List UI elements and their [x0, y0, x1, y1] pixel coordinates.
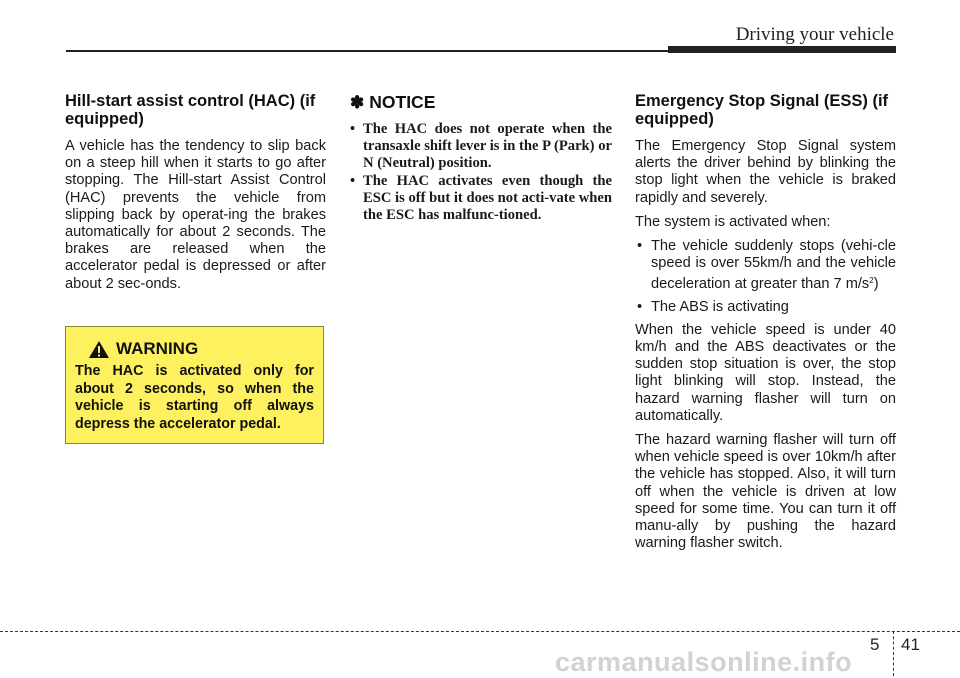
ess-condition-item — [635, 238, 896, 294]
ess-activated-when: The system is activated when: — [635, 213, 831, 230]
column-hac — [65, 92, 326, 300]
header-rule — [66, 50, 668, 52]
ess-condition-close: ) — [873, 276, 879, 293]
hac-heading: Hill-start assist control (HAC) (if equipped) — [65, 92, 316, 128]
ess-condition-text: The vehicle suddenly stops (vehi-cle speed is over 55km/h and the vehicle deceleration at greater than 7 m/s — [651, 238, 896, 293]
warning-triangle-icon — [88, 340, 110, 359]
ess-paragraph: The hazard warning flasher will turn off when vehicle speed is over 10km/h after the vehicle has stopped. Also, it will turn off when the vehicle is driven at low speed for some time. You can turn it off manu-ally by pushing the hazard warning flasher switch. — [635, 432, 896, 552]
footer-rule — [0, 631, 960, 632]
notice-title: NOTICE — [369, 92, 436, 112]
ess-condition-item: • The ABS is activating — [635, 299, 896, 316]
header-bar — [668, 46, 896, 53]
notice-item: • The HAC activates even though the ESC is off but it does not acti-vate when the ESC has malfunc-tioned. — [350, 173, 612, 224]
notice-header — [350, 92, 612, 113]
ess-paragraph: When the vehicle speed is under 40 km/h and the ABS deactivates or the sudden stop situation is over, the stop light blinking will stop. Instead, the hazard warning flasher will turn on automatically. — [635, 321, 896, 424]
header-section-title: Driving your vehicle — [735, 24, 894, 45]
ess-condition-superscript: 2 — [869, 276, 874, 286]
warning-header — [75, 339, 314, 359]
watermark: carmanualsonline.info — [555, 647, 853, 677]
chapter-number: 5 — [870, 635, 880, 654]
warning-title: WARNING — [116, 339, 199, 358]
warning-box — [65, 326, 324, 444]
warning-text: The HAC is activated only for about 2 seconds, so when the vehicle is starting off always depress the accelerator pedal. — [75, 363, 314, 432]
footer-divider — [893, 631, 894, 676]
page-number: 41 — [901, 635, 920, 654]
ess-intro: The Emergency Stop Signal system alerts the driver behind by blinking the stop light when the vehicle is braked rapidly and severely. — [635, 138, 896, 206]
notice-star-icon: ✽ — [350, 92, 365, 112]
hac-body: A vehicle has the tendency to slip back on a steep hill when it starts to go after stopping. The Hill-start Assist Control (HAC) prevents the vehicle from slipping back by operat-ing the brakes automatically for about 2 seconds. The brakes are released when the accelerator pedal is depressed or after about 2 sec-onds. — [65, 138, 326, 292]
ess-heading: Emergency Stop Signal (ESS) (if equipped) — [635, 92, 889, 128]
notice-list — [350, 121, 612, 224]
column-notice — [350, 92, 612, 225]
notice-item: • The HAC does not operate when the transaxle shift lever is in the P (Park) or N (Neutral) position. — [350, 121, 612, 172]
column-ess — [635, 92, 896, 559]
ess-conditions-list — [635, 238, 896, 316]
